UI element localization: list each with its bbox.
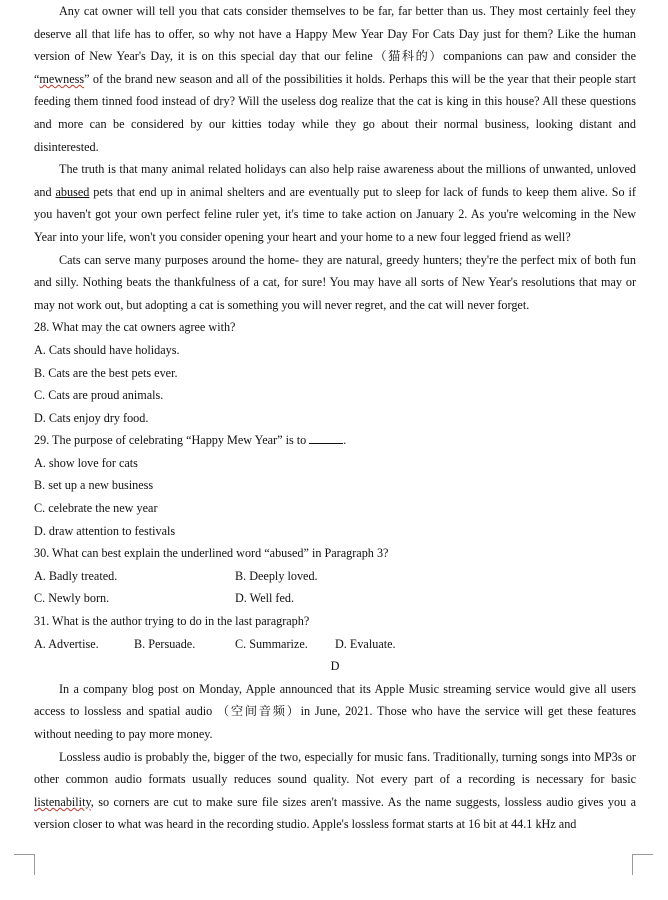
option-c: C. Cats are proud animals. [34, 388, 164, 403]
option-d: D. Cats enjoy dry food. [34, 410, 149, 425]
question-stem: 29. The purpose of celebrating “Happy Mew Year” is to . [34, 433, 347, 448]
underlined-word: abused [55, 184, 90, 199]
options-row [34, 565, 636, 588]
section-heading: D [330, 659, 340, 674]
option-b: B. set up a new business [34, 478, 154, 493]
wavy-underlined-word: listenability [34, 794, 91, 809]
option-c: C. Newly born. [34, 591, 110, 606]
option-a: A. Advertise. [34, 636, 99, 651]
option-c: C. celebrate the new year [34, 501, 158, 516]
option-d: D. draw attention to festivals [34, 523, 176, 538]
passage-c-paragraph-3: Cats can serve many purposes around the home- they are natural, greedy hunters; they're the perfect mix of both fun and silly. Nothing beats the thankfulness of a cat, for sure! You may have all sorts of New Year's resolutions that may or may not work out, but adopting a cat is something you will never regret, and the cat will never forget. [34, 252, 636, 312]
wavy-underlined-word: mewness [39, 71, 85, 86]
option-a: A. Cats should have holidays. [34, 342, 180, 357]
passage-d-paragraph-2: Lossless audio is probably the, bigger of the two, especially for music fans. Traditionally, turning songs into MP3s or other common audio formats usually reduces sound quality. Not every part of a recording is necessary for basic listenability, so corners are cut to make sure file sizes aren't massive. As the name suggests, lossless audio gives you a version closer to what was heard in the recording studio. Apple's lossless format starts at 16 bit at 44.1 kHz and [34, 749, 636, 832]
question-31 [34, 610, 636, 655]
passage-c-paragraph-2: The truth is that many animal related holidays can also help raise awareness about the millions of unwanted, unloved and abused pets that end up in animal shelters and are eventually put to sleep for lack of funds to keep them alive. So if you haven't got your own perfect feline ruler yet, it's time to take action on January 2. As you're welcoming in the New Year into your life, won't you consider opening your heart and your home to a new four legged friend as well? [34, 162, 636, 244]
answer-blank [309, 432, 343, 444]
page-corner-mark-left [14, 854, 35, 875]
option-b: B. Persuade. [134, 636, 196, 651]
option-b: B. Deeply loved. [235, 568, 318, 583]
option-b: B. Cats are the best pets ever. [34, 365, 178, 380]
question-28 [34, 316, 636, 429]
question-stem: 30. What can best explain the underlined word “abused” in Paragraph 3? [34, 546, 389, 561]
option-d: D. Well fed. [235, 591, 295, 606]
options-row [34, 587, 636, 610]
option-a: A. Badly treated. [34, 568, 118, 583]
page-corner-mark-right [632, 854, 653, 875]
option-c: C. Summarize. [235, 636, 308, 651]
question-stem: 31. What is the author trying to do in the last paragraph? [34, 614, 310, 629]
options-row [34, 633, 636, 656]
passage-c-paragraph-1: Any cat owner will tell you that cats consider themselves to be far, far better than us. They most certainly feel they deserve all that life has to offer, so why not have a Happy Mew Year Day For Cats Day just for them? Like the human version of New Year's Day, it is on this special day that our feline（猫科的）companions can paw and consider the “mewness” of the brand new season and all of the possibilities it holds. Perhaps this will be the year that their people start feeding them tinned food instead of dry? Will the useless dog realize that the cat is king in this house? All these questions and more can be considered by our kitties today while they go about their normal business, looking distant and disinterested. [34, 4, 636, 154]
question-29 [34, 429, 636, 542]
document-page [34, 0, 636, 836]
option-d: D. Evaluate. [335, 636, 396, 651]
question-30 [34, 542, 636, 610]
question-stem: 28. What may the cat owners agree with? [34, 320, 236, 335]
option-a: A. show love for cats [34, 455, 138, 470]
passage-d-paragraph-1: In a company blog post on Monday, Apple announced that its Apple Music streaming service would give all users access to lossless and spatial audio （空间音频）in June, 2021. Those who have the service will get these features without needing to pay more money. [34, 681, 636, 741]
